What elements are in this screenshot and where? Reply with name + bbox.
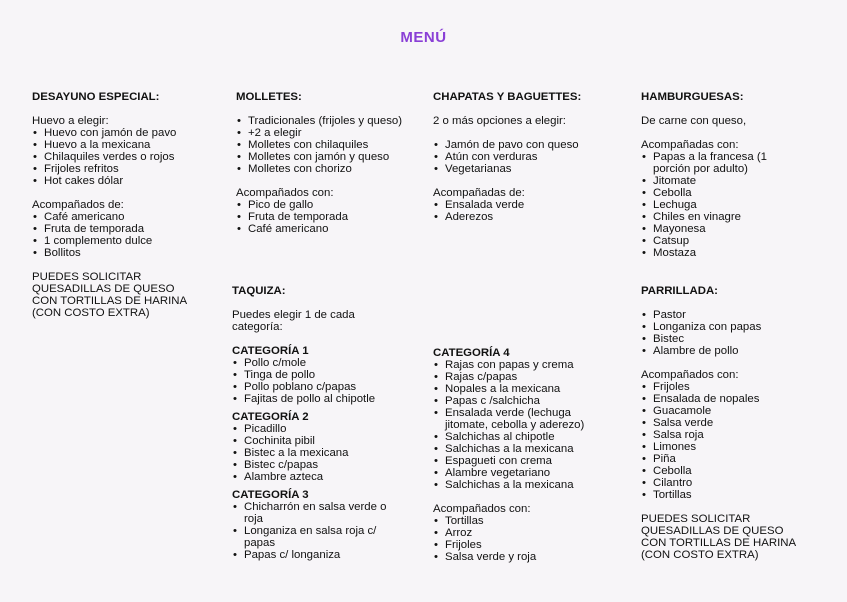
list-item: • Longaniza con papas [641,321,821,333]
list-item: • 1 complemento dulce [32,235,212,247]
list-item: • Hot cakes dólar [32,175,212,187]
list-item: • Pollo c/mole [232,357,404,369]
molletes-sides-label: Acompañados con: [236,187,334,199]
list-item: • Bistec [641,333,821,345]
desayuno-items [32,127,212,187]
list-item: • Fruta de temporada [236,211,412,223]
taquiza-category-4-section [433,347,603,563]
category-2-items [232,423,404,483]
list-item: • Alambre azteca [232,471,404,483]
list-item: • +2 a elegir [236,127,412,139]
taquiza-section [232,285,404,561]
list-item: • Alambre de pollo [641,345,821,357]
list-item: • Salsa verde y roja [433,551,603,563]
list-item: • Pollo poblano c/papas [232,381,404,393]
chapatas-sides [433,199,623,223]
taquiza-sides [433,515,603,563]
hamburguesas-section [641,91,791,259]
list-item: • Salsa verde [641,417,821,429]
list-item: • Chiles en vinagre [641,211,791,223]
list-item: • Rajas c/papas [433,371,603,383]
chapatas-section [433,91,623,223]
category-3-heading: CATEGORÍA 3 [232,489,309,501]
chapatas-items [433,139,623,175]
desayuno-sides [32,211,212,259]
list-item: • Mayonesa [641,223,791,235]
list-item: • Arroz [433,527,603,539]
hamburguesas-heading: HAMBURGUESAS: [641,91,744,103]
category-2-heading: CATEGORÍA 2 [232,411,309,423]
parrillada-heading: PARRILLADA: [641,285,718,297]
list-item: • Espagueti con crema [433,455,603,467]
taquiza-intro-line: categoría: [232,321,283,333]
list-item: • Frijoles refritos [32,163,212,175]
parrillada-note-line: QUESADILLAS DE QUESO [641,525,784,537]
list-item: • Piña [641,453,821,465]
category-1-heading: CATEGORÍA 1 [232,345,309,357]
list-item: • Frijoles [641,381,821,393]
list-item: • Bistec c/papas [232,459,404,471]
list-item: • Tinga de pollo [232,369,404,381]
list-item: • Fruta de temporada [32,223,212,235]
list-item: • Molletes con chilaquiles [236,139,412,151]
list-item: • Papas c/ longaniza [232,549,404,561]
list-item: • Lechuga [641,199,791,211]
desayuno-note-line: PUEDES SOLICITAR [32,271,142,283]
list-item: • Salchichas al chipotle [433,431,603,443]
list-item: • Bollitos [32,247,212,259]
list-item: • Huevo con jamón de pavo [32,127,212,139]
parrillada-sides-label: Acompañados con: [641,369,739,381]
list-item: • Papas a la francesa (1 porción por adulto) [641,151,791,175]
list-item: • Salsa roja [641,429,821,441]
list-item: • Jamón de pavo con queso [433,139,623,151]
list-item: • Tortillas [433,515,603,527]
molletes-sides [236,199,412,235]
list-item: • Guacamole [641,405,821,417]
desayuno-intro: Huevo a elegir: [32,115,109,127]
list-item: • Molletes con jamón y queso [236,151,412,163]
list-item: • Tortillas [641,489,821,501]
list-item: • Alambre vegetariano [433,467,603,479]
parrillada-sides [641,381,821,501]
list-item: • Bistec a la mexicana [232,447,404,459]
list-item: • Salchichas a la mexicana [433,443,603,455]
molletes-items [236,115,412,175]
hamburguesas-sides-label: Acompañadas con: [641,139,739,151]
parrillada-note-line: (CON COSTO EXTRA) [641,549,759,561]
chapatas-heading: CHAPATAS Y BAGUETTES: [433,91,582,103]
desayuno-heading: DESAYUNO ESPECIAL: [32,91,160,103]
list-item: • Rajas con papas y crema [433,359,603,371]
list-item: • Pastor [641,309,821,321]
desayuno-note-line: QUESADILLAS DE QUESO [32,283,175,295]
list-item: • Jitomate [641,175,791,187]
list-item: • Mostaza [641,247,791,259]
menu-title: MENÚ [400,29,447,46]
desayuno-sides-label: Acompañados de: [32,199,124,211]
list-item: • Ensalada verde (lechuga jitomate, cebolla y aderezo) [433,407,603,431]
list-item: • Atún con verduras [433,151,623,163]
list-item: • Chicharrón en salsa verde o roja [232,501,404,525]
taquiza-heading: TAQUIZA: [232,285,286,297]
category-3-items [232,501,404,561]
list-item: • Cebolla [641,465,821,477]
hamburguesas-intro: De carne con queso, [641,115,747,127]
parrillada-note-line: CON TORTILLAS DE HARINA [641,537,797,549]
chapatas-sides-label: Acompañadas de: [433,187,525,199]
list-item: • Ensalada verde [433,199,623,211]
list-item: • Catsup [641,235,791,247]
list-item: • Cochinita pibil [232,435,404,447]
list-item: • Cilantro [641,477,821,489]
list-item: • Salchichas a la mexicana [433,479,603,491]
list-item: • Ensalada de nopales [641,393,821,405]
hamburguesas-sides [641,151,791,259]
list-item: • Fajitas de pollo al chipotle [232,393,404,405]
parrillada-items [641,309,821,357]
list-item: • Cebolla [641,187,791,199]
list-item: • Longaniza en salsa roja c/ papas [232,525,404,549]
category-4-heading: CATEGORÍA 4 [433,347,510,359]
list-item: • Café americano [236,223,412,235]
desayuno-section [32,91,212,319]
molletes-section [236,91,412,235]
parrillada-note-line: PUEDES SOLICITAR [641,513,751,525]
list-item: • Aderezos [433,211,623,223]
list-item: • Papas c /salchicha [433,395,603,407]
desayuno-note-line: (CON COSTO EXTRA) [32,307,150,319]
list-item: • Limones [641,441,821,453]
list-item: • Molletes con chorizo [236,163,412,175]
list-item: • Vegetarianas [433,163,623,175]
desayuno-note-line: CON TORTILLAS DE HARINA [32,295,188,307]
list-item: • Picadillo [232,423,404,435]
list-item: • Pico de gallo [236,199,412,211]
list-item: • Tradicionales (frijoles y queso) [236,115,412,127]
list-item: • Huevo a la mexicana [32,139,212,151]
taquiza-sides-label: Acompañados con: [433,503,531,515]
parrillada-section [641,285,821,561]
chapatas-intro: 2 o más opciones a elegir: [433,115,566,127]
list-item: • Chilaquiles verdes o rojos [32,151,212,163]
list-item: • Frijoles [433,539,603,551]
molletes-heading: MOLLETES: [236,91,302,103]
list-item: • Nopales a la mexicana [433,383,603,395]
taquiza-intro-line: Puedes elegir 1 de cada [232,309,355,321]
category-1-items [232,357,404,405]
list-item: • Café americano [32,211,212,223]
category-4-items [433,359,603,491]
